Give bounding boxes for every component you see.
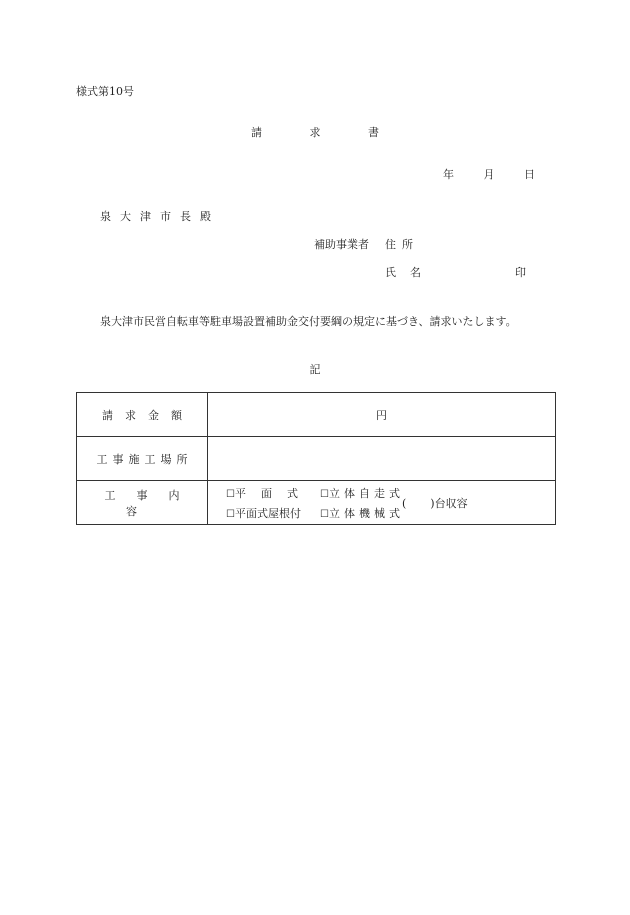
- form-number: 様式第10号: [76, 85, 134, 98]
- ki-heading: 記: [309, 363, 321, 376]
- amount-label: 請求金額: [102, 408, 194, 422]
- option-flat-roof[interactable]: [226, 508, 301, 520]
- content-label-cell: [77, 481, 208, 525]
- amount-unit: 円: [376, 408, 387, 422]
- checkbox-icon: ☐: [320, 509, 329, 520]
- date-day-label: 日: [524, 168, 535, 181]
- title-char-1: 請: [251, 126, 262, 139]
- option-self-run[interactable]: [320, 488, 404, 500]
- site-label-cell: [77, 437, 208, 481]
- body-text: 泉大津市民営自転車等駐車場設置補助金交付要綱の規定に基づき、請求いたします。: [100, 315, 517, 328]
- site-label: 工事施工場所: [96, 452, 193, 466]
- site-value-cell: [208, 437, 556, 481]
- applicant-role-label: 補助事業者: [314, 238, 369, 251]
- content-row: [77, 481, 556, 525]
- option-self-run-label: 立体自走式: [328, 487, 404, 500]
- request-table: [76, 392, 556, 525]
- content-value-cell: [208, 481, 556, 525]
- capacity-field: [402, 498, 468, 509]
- option-mechanical-label: 立体機械式: [328, 507, 404, 520]
- address-label: 住所: [385, 238, 419, 251]
- seal-label: 印: [515, 266, 526, 279]
- title-char-3: 書: [368, 126, 379, 139]
- name-label: 氏名: [385, 266, 435, 279]
- document-title: [0, 127, 630, 138]
- checkbox-icon: ☐: [226, 489, 235, 500]
- option-mechanical[interactable]: [320, 508, 404, 520]
- option-flat-roof-label: 平面式屋根付: [234, 507, 301, 520]
- checkbox-icon: ☐: [320, 489, 329, 500]
- content-label: 工事内容: [104, 488, 201, 518]
- checkbox-icon: ☐: [226, 509, 235, 520]
- date-year-label: 年: [443, 168, 454, 181]
- title-char-2: 求: [309, 126, 321, 139]
- amount-value-cell: [208, 393, 556, 437]
- site-row: [77, 437, 556, 481]
- option-flat[interactable]: [226, 488, 313, 500]
- capacity-close: )台収容: [430, 497, 468, 510]
- date-line: [443, 169, 535, 180]
- addressee: 泉大津市長殿: [100, 210, 220, 223]
- option-flat-label: 平面式: [234, 487, 313, 500]
- date-month-label: 月: [483, 168, 495, 181]
- amount-row: [77, 393, 556, 437]
- capacity-open: (: [402, 497, 407, 510]
- amount-label-cell: [77, 393, 208, 437]
